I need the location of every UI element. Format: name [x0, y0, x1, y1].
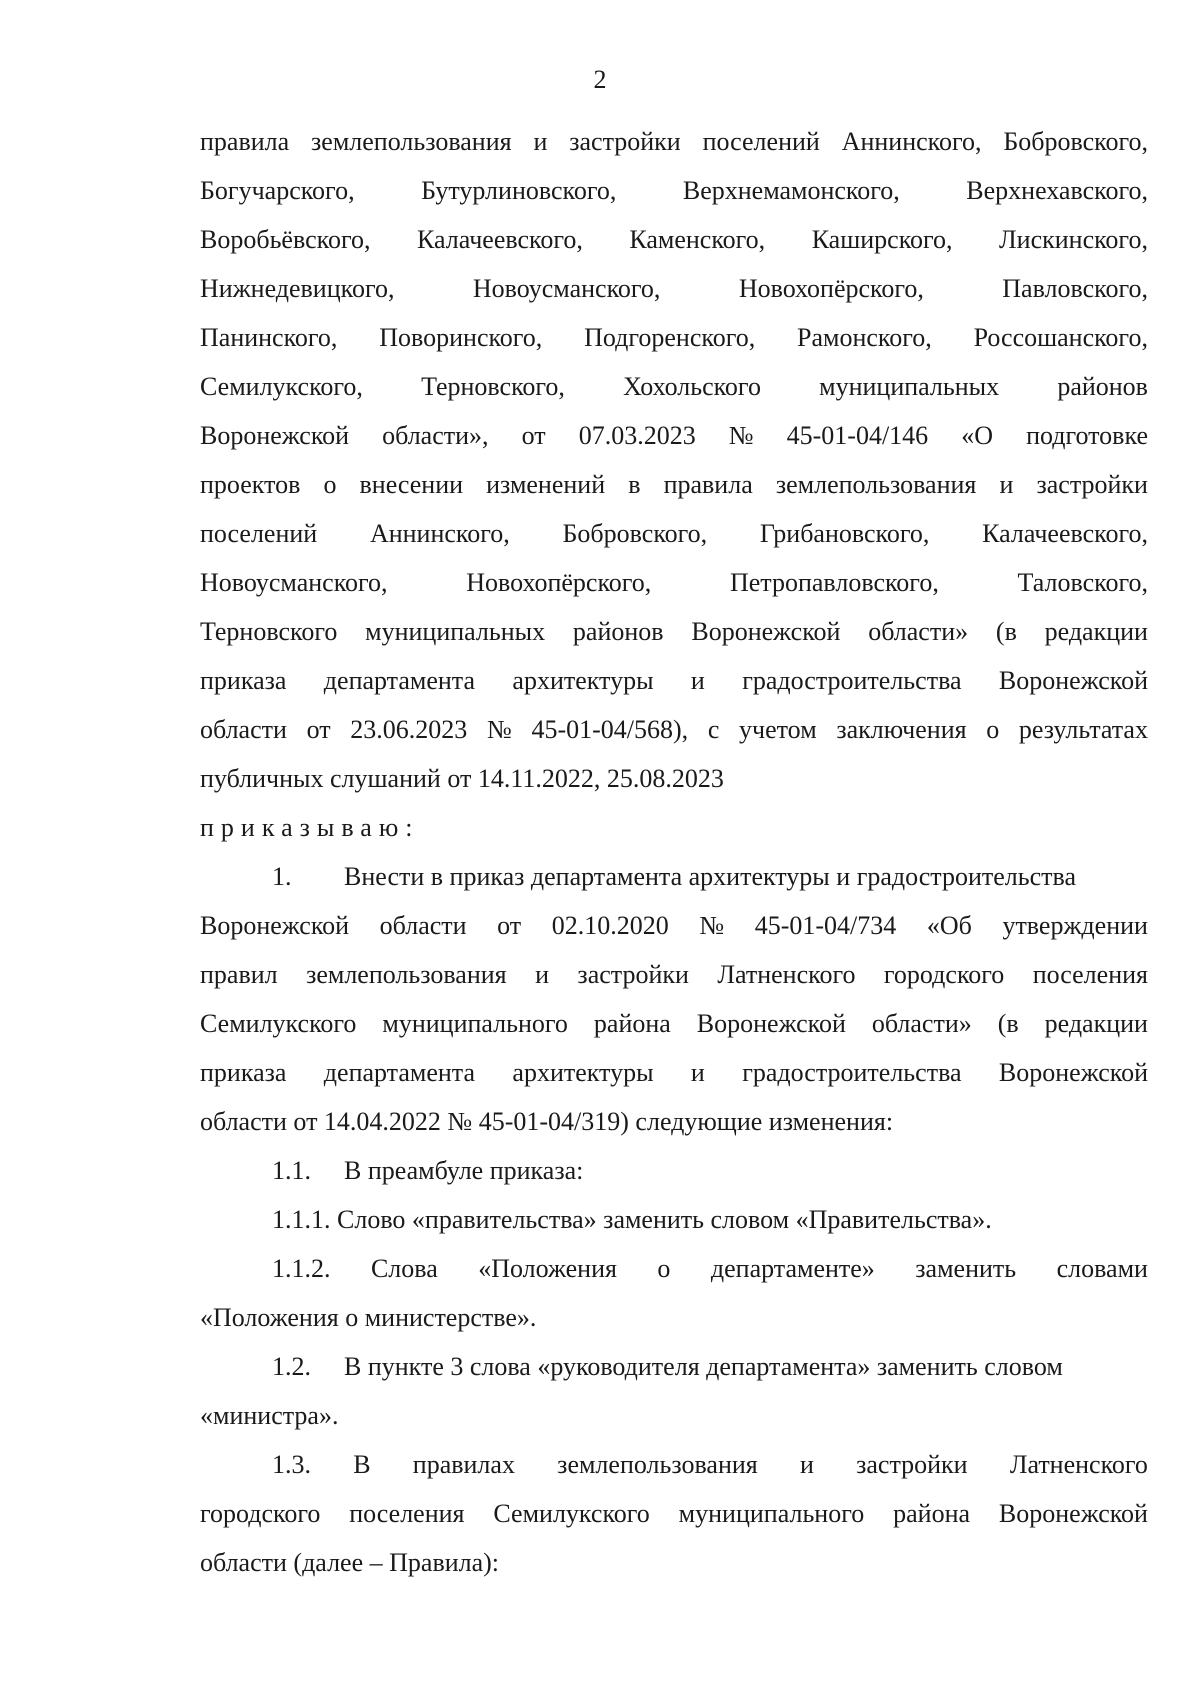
item-1-first-line: [200, 852, 1148, 901]
word: области»,: [382, 421, 489, 450]
word: Каменского,: [629, 225, 766, 254]
item-1-line: [200, 950, 1148, 999]
word: муниципального: [678, 1499, 865, 1528]
word: Бобровского,: [562, 519, 708, 548]
preamble-line: [200, 705, 1148, 754]
word: о: [986, 715, 1000, 744]
word: городского: [883, 960, 1005, 989]
word: Павловского,: [1002, 274, 1148, 303]
word: «Об: [926, 911, 972, 940]
word: Воронежской: [998, 1058, 1148, 1087]
item-1-2: [200, 1342, 1148, 1391]
preamble-line: [200, 362, 1148, 411]
word: от: [306, 715, 331, 744]
word: застройки: [577, 960, 689, 989]
word: 02.10.2020: [551, 911, 669, 940]
preamble-line: [200, 509, 1148, 558]
item-1-1-1-text: Слово «правительства» заменить словом «Правительства».: [337, 1205, 992, 1234]
word: редакции: [1044, 1009, 1148, 1038]
item-1-2-continuation: «министра».: [200, 1401, 339, 1430]
word: и: [535, 960, 549, 989]
word: (в: [997, 1009, 1019, 1038]
word: от: [497, 911, 522, 940]
word: городского: [200, 1499, 321, 1528]
word: правила: [663, 470, 753, 499]
word: муниципальных: [819, 372, 1000, 401]
word: правила: [200, 127, 290, 156]
word: Верхнехавского,: [966, 176, 1148, 205]
page-number: 2: [593, 65, 607, 94]
item-1-3-line: [200, 1489, 1148, 1538]
word: Аннинского,: [369, 519, 510, 548]
word: Аннинского,: [841, 127, 982, 156]
word: Верхнемамонского,: [682, 176, 900, 205]
word: архитектуры: [512, 1058, 654, 1087]
word: №: [728, 421, 754, 450]
word: области»: [868, 617, 969, 646]
word: учетом: [739, 715, 817, 744]
word: Рамонского,: [797, 323, 932, 352]
word: области: [379, 911, 467, 940]
item-1-line: [200, 999, 1148, 1048]
word: градостроительства: [742, 1058, 962, 1087]
preamble-line: [200, 313, 1148, 362]
item-1-3-line-last: области (далее – Правила):: [200, 1548, 500, 1577]
word: поселения: [1032, 960, 1148, 989]
word: застройки: [1036, 470, 1148, 499]
item-1-1-text: В преамбуле приказа:: [344, 1156, 584, 1185]
word: внесении: [359, 470, 464, 499]
word: Калачеевского,: [416, 225, 583, 254]
word: Нижнедевицкого,: [200, 274, 395, 303]
preamble-line: [200, 558, 1148, 607]
word: Слова: [370, 1254, 438, 1283]
word: Бутурлиновского,: [421, 176, 617, 205]
word: Бобровского,: [1003, 127, 1148, 156]
word: Панинского,: [200, 323, 338, 352]
word: Воробьёвского,: [200, 225, 371, 254]
word: области: [200, 715, 287, 744]
item-1-2-number: 1.2.: [272, 1352, 311, 1381]
item-1-1-number: 1.1.: [272, 1156, 311, 1185]
preamble-line: [200, 215, 1148, 264]
word: районов: [1057, 372, 1148, 401]
word: Россошанского,: [973, 323, 1148, 352]
word: районов: [572, 617, 664, 646]
word: области»: [871, 1009, 972, 1038]
preamble-line: [200, 411, 1148, 460]
word: №: [699, 911, 725, 940]
word: Грибановского,: [759, 519, 930, 548]
word: застройки: [569, 127, 681, 156]
word: Воронежской: [998, 1499, 1148, 1528]
word: (в: [995, 617, 1017, 646]
word: В: [353, 1450, 371, 1479]
word: правил: [200, 960, 278, 989]
word: 1.1.2.: [272, 1254, 331, 1283]
word: Семилукского: [200, 1009, 357, 1038]
word: Богучарского,: [200, 176, 355, 205]
word: Воронежской: [691, 617, 841, 646]
word: 45-01-04/146: [786, 421, 929, 450]
word: в: [628, 470, 641, 499]
word: землепользования: [306, 960, 507, 989]
word: департамента: [323, 1058, 476, 1087]
word: «Положения: [478, 1254, 617, 1283]
word: и: [799, 1450, 814, 1479]
word: муниципального: [382, 1009, 568, 1038]
word: утверждении: [1002, 911, 1148, 940]
word: и: [533, 127, 548, 156]
item-1-3: [200, 1440, 1148, 1489]
word: 45-01-04/734: [754, 911, 897, 940]
item-1-text: Внести в приказ департамента архитектуры и градостроительства: [344, 862, 1077, 891]
word: 23.06.2023: [350, 715, 468, 744]
item-1-1-1-number: 1.1.1.: [272, 1205, 331, 1234]
word: землепользования: [311, 127, 512, 156]
word: Воронежской: [696, 1009, 846, 1038]
word: Подгоренского,: [584, 323, 756, 352]
word: Таловского,: [1017, 568, 1148, 597]
word: Новохопёрского,: [738, 274, 924, 303]
word: 07.03.2023: [578, 421, 696, 450]
item-1-line-last: области от 14.04.2022 № 45-01-04/319) следующие изменения:: [200, 1107, 894, 1136]
word: результатах: [1018, 715, 1148, 744]
word: и: [690, 1058, 705, 1087]
item-1-1-1: [200, 1195, 1148, 1244]
word: Новоусманского,: [200, 568, 388, 597]
item-1-1: [200, 1146, 1148, 1195]
word: о: [657, 1254, 671, 1283]
item-1-1-2-continuation: «Положения о министерстве».: [200, 1303, 537, 1332]
word: Семилукского,: [200, 372, 363, 401]
word: Хохольского: [623, 372, 761, 401]
word: с: [707, 715, 720, 744]
word: редакции: [1044, 617, 1148, 646]
word: Лискинского,: [999, 225, 1148, 254]
word: поселений: [702, 127, 820, 156]
word: от: [521, 421, 546, 450]
item-1-1-2: [200, 1244, 1148, 1293]
word: правилах: [412, 1450, 515, 1479]
word: 1.3.: [272, 1450, 311, 1479]
word: департаменте»: [710, 1254, 875, 1283]
item-1-number: 1.: [272, 862, 292, 891]
word: №: [486, 715, 512, 744]
word: 45-01-04/568),: [531, 715, 689, 744]
word: словами: [1056, 1254, 1148, 1283]
preamble-line: [200, 264, 1148, 313]
word: изменений: [486, 470, 606, 499]
order-word: приказываю:: [200, 813, 420, 842]
preamble-line: [200, 656, 1148, 705]
preamble-line: [200, 166, 1148, 215]
word: приказа: [200, 1058, 287, 1087]
word: муниципальных: [365, 617, 546, 646]
item-1-line: [200, 901, 1148, 950]
word: Воронежской: [200, 421, 350, 450]
word: заменить: [915, 1254, 1017, 1283]
word: Латненского: [717, 960, 856, 989]
word: Терновского,: [421, 372, 565, 401]
word: и: [999, 470, 1014, 499]
word: подготовке: [1026, 421, 1148, 450]
preamble-line: [200, 117, 1148, 166]
word: Новоусманского,: [472, 274, 661, 303]
preamble-line: [200, 460, 1148, 509]
word: застройки: [856, 1450, 968, 1479]
word: Латненского: [1009, 1450, 1148, 1479]
word: землепользования: [775, 470, 977, 499]
preamble-line-last: публичных слушаний от 14.11.2022, 25.08.2023: [200, 764, 724, 793]
word: градостроительства: [742, 666, 962, 695]
document-body: [200, 117, 1148, 1587]
word: землепользования: [557, 1450, 758, 1479]
word: района: [893, 1499, 971, 1528]
word: Семилукского: [493, 1499, 650, 1528]
word: заключения: [836, 715, 967, 744]
word: Воронежской: [200, 911, 350, 940]
item-1-2-text: В пункте 3 слова «руководителя департамента» заменить словом: [344, 1352, 1063, 1381]
word: поселения: [349, 1499, 465, 1528]
item-1-line: [200, 1048, 1148, 1097]
preamble-line: [200, 607, 1148, 656]
word: Терновского: [200, 617, 338, 646]
word: о: [323, 470, 337, 499]
word: Каширского,: [811, 225, 953, 254]
word: Воронежской: [998, 666, 1148, 695]
word: приказа: [200, 666, 287, 695]
word: Петропавловского,: [729, 568, 939, 597]
word: Калачеевского,: [982, 519, 1148, 548]
word: «О: [961, 421, 994, 450]
word: департамента: [323, 666, 476, 695]
word: проектов: [200, 470, 301, 499]
word: архитектуры: [512, 666, 654, 695]
word: и: [690, 666, 705, 695]
word: поселений: [200, 519, 318, 548]
word: Новохопёрского,: [466, 568, 652, 597]
word: Поворинского,: [379, 323, 543, 352]
word: района: [593, 1009, 671, 1038]
